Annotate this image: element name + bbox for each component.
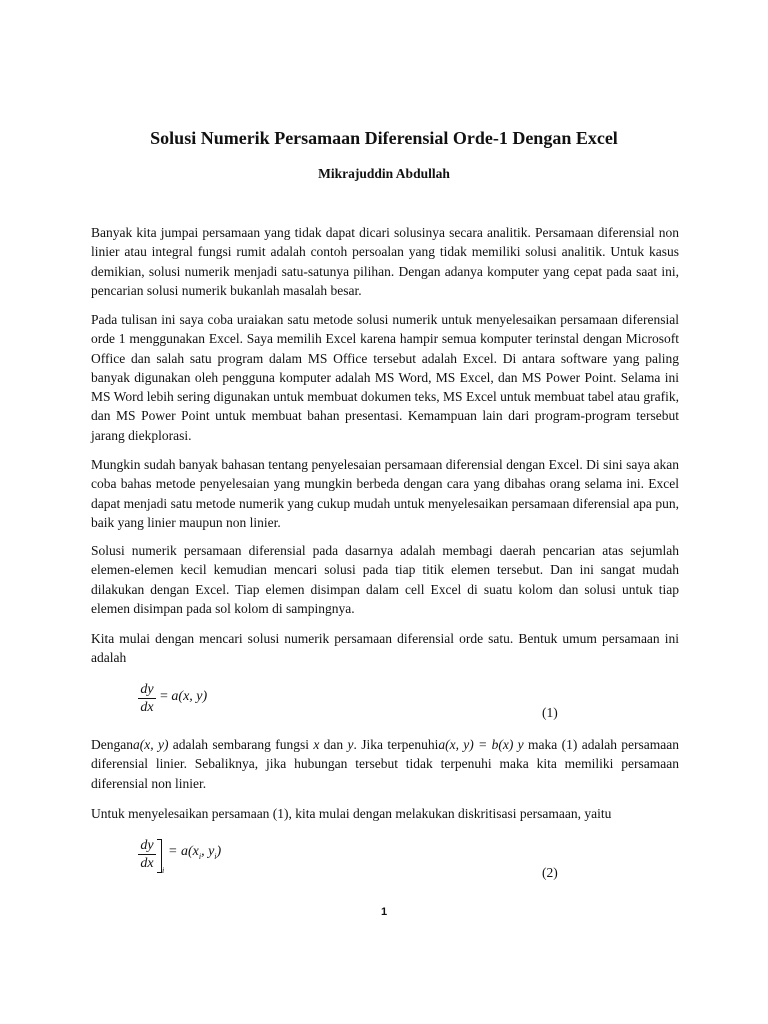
inline-var-y: y [347,737,354,752]
evaluation-subscript: i [162,866,165,875]
derivative-fraction [137,681,157,716]
document-title: Solusi Numerik Persamaan Diferensial Orde-1 Dengan Excel [150,128,618,148]
equation-2 [0,837,768,880]
inline-var-x: x [313,737,320,752]
function-args: (x, y) [178,689,208,704]
inline-math-linear-condition: a(x, y) = b(x) y [438,737,524,752]
paragraph-5: Kita mulai dengan mencari solusi numerik persamaan diferensial orde satu. Bentuk umum persamaan ini adalah [91,631,679,666]
paragraph-1: Banyak kita jumpai persamaan yang tidak dapat dicari solusinya secara analitik. Persamaan diferensial non linier atau integral fungsi rumit adalah contoh persoalan yang tidak memiliki solusi analitik. Untuk kasus demikian, solusi numerik menjadi satu-satunya pilihan. Dengan adanya komputer yang cepat pada saat ini, pencarian solusi numerik bukanlah masalah besar. [91,225,679,298]
equation-1-rhs: = a(x, y) [160,689,208,704]
author-name: Mikrajuddin Abdullah [318,166,450,181]
paragraph-2: Pada tulisan ini saya coba uraiakan satu metode solusi numerik untuk menyelesaikan persamaan diferensial orde 1 menggunakan Excel. Saya memilih Excel karena hampir semua komputer terinstal dengan Microsoft Office dan salah satu program dalam MS Office tersebut adalah Excel. Di antara software yang paling banyak digunakan oleh pengguna komputer adalah MS Word, MS Excel, dan MS Power Point. Selama ini MS Word lebih sering digunakan untuk membuat dokumen teks, MS Excel untuk membuat tabel atau grafik, dan MS Power Point untuk membuat bahan presentasi. Kemampuan lain dari program-program tersebut jarang diekplorasi. [91,312,679,443]
page-number: 1 [380,906,388,918]
eq2-rhs-mid: , y [201,844,215,859]
eq2-rhs-prefix: = a(x [168,844,199,859]
fraction-numerator: dy [140,682,154,697]
fraction-numerator-2: dy [140,838,154,853]
fraction-denominator: dx [140,700,154,715]
eq2-sub-1: i [198,851,202,861]
inline-math-axy: a(x, y) [132,737,169,752]
p6-text-1: Dengan [91,737,133,752]
derivative-fraction-2 [137,837,157,872]
paragraph-4: Solusi numerik persamaan diferensial pada dasarnya adalah membagi daerah pencarian atas sejumlah elemen-elemen kecil kemudian mencari solusi pada tiap titik elemen tersebut. Dan ini sangat mudah dilakukan dengan Excel. Tiap elemen disimpan dalam cell Excel di suatu kolom dan solusi untuk tiap elemen disimpan pada sol kolom di sampingnya. [91,543,679,616]
p6-text-5: maka (1) adalah persamaan diferensial linier. Sebaliknya, jika hubungan tersebut tidak terpenuhi maka kita memiliki persamaan diferensial non linier. [91,737,680,791]
eq2-sub-2: i [214,851,217,861]
fraction-denominator-2: dx [140,856,154,871]
paragraph-6 [91,735,679,793]
paragraph-7: Untuk menyelesaikan persamaan (1), kita mulai dengan melakukan diskritisasi persamaan, yaitu [91,806,612,821]
equation-2-rhs [168,844,221,861]
eq2-rhs-suffix: ) [216,844,222,859]
paragraph-3: Mungkin sudah banyak bahasan tentang penyelesaian persamaan diferensial dengan Excel. Di sini saya akan coba bahas metode penyelesaian yang mungkin berbeda dengan cara yang dibahas orang selama ini. Excel dapat menjadi satu metode numerik yang cukup mudah untuk menyelesaikan persamaan diferensial apa pun, baik yang linier maupun non linier. [91,457,679,530]
equation-2-number: (2) [542,865,558,880]
function-symbol: a [171,689,179,704]
p6-text-4: . Jika terpenuhi [353,737,439,752]
p6-text-2: adalah sembarang fungsi [168,737,314,752]
equation-1 [0,681,768,721]
equation-1-number: (1) [542,705,558,720]
p6-text-3: dan [319,737,348,752]
